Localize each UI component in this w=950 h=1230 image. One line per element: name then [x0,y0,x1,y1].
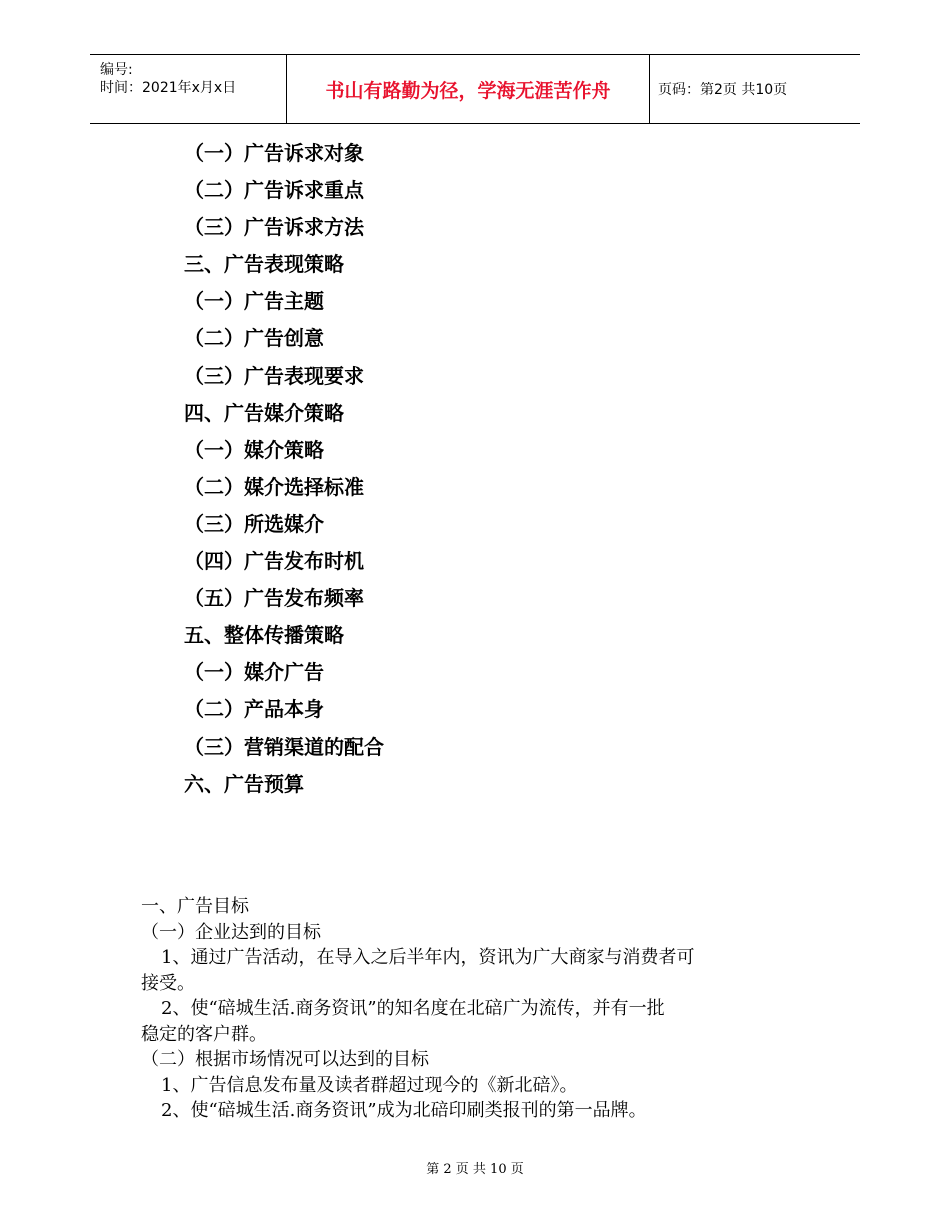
toc-item: 三、广告表现策略 [184,252,344,277]
page-header [90,54,860,124]
toc-item: （二）媒介选择标准 [184,474,364,499]
toc-item: 六、广告预算 [184,771,304,796]
document-number-label: 编号: [100,62,133,78]
section-heading: 一、广告目标 [141,896,249,917]
paragraph-line: 2、使“碚城生活.商务资讯”的知名度在北碚广为流传，并有一批 [161,998,665,1019]
subsection-heading: （一）企业达到的目标 [141,921,321,943]
toc-item: （三）营销渠道的配合 [184,734,384,759]
toc-item: （五）广告发布频率 [184,586,364,611]
document-time-label: 时间：2021年x月x日 [100,80,237,96]
toc-item: （一）媒介策略 [184,437,324,462]
paragraph-line: 2、使“碚城生活.商务资讯”成为北碚印刷类报刊的第一品牌。 [161,1100,647,1121]
toc-item: （一）媒介广告 [184,660,324,685]
toc-item: （二）广告诉求重点 [184,178,364,203]
toc-item: （一）广告诉求对象 [184,141,364,165]
toc-item: （二）广告创意 [184,326,324,351]
page-footer: 第 2 页 共 10 页 [426,1162,524,1177]
toc-item: （一）广告主题 [184,289,324,314]
toc-item: （三）广告诉求方法 [184,215,364,240]
toc-item: （三）广告表现要求 [184,363,364,388]
toc-item: 五、整体传播策略 [184,623,344,648]
body-text [141,894,821,1124]
paragraph-line: 1、通过广告活动，在导入之后半年内，资讯为广大商家与消费者可 [161,947,695,968]
header-left-cell [90,55,286,123]
toc-item: （二）产品本身 [184,697,324,722]
table-of-contents [184,137,384,805]
paragraph-line: 接受。 [141,972,195,994]
paragraph-line: 1、广告信息发布量及读者群超过现今的《新北碚》。 [161,1074,578,1096]
header-motto: 书山有路勤为径，学海无涯苦作舟 [286,55,650,123]
toc-item: 四、广告媒介策略 [184,400,344,425]
header-page-label: 页码：第2页 共10页 [658,82,788,98]
subsection-heading: （二）根据市场情况可以达到的目标 [141,1049,429,1070]
toc-item: （三）所选媒介 [184,511,324,536]
toc-item: （四）广告发布时机 [184,549,364,574]
paragraph-line: 稳定的客户群。 [141,1023,267,1045]
